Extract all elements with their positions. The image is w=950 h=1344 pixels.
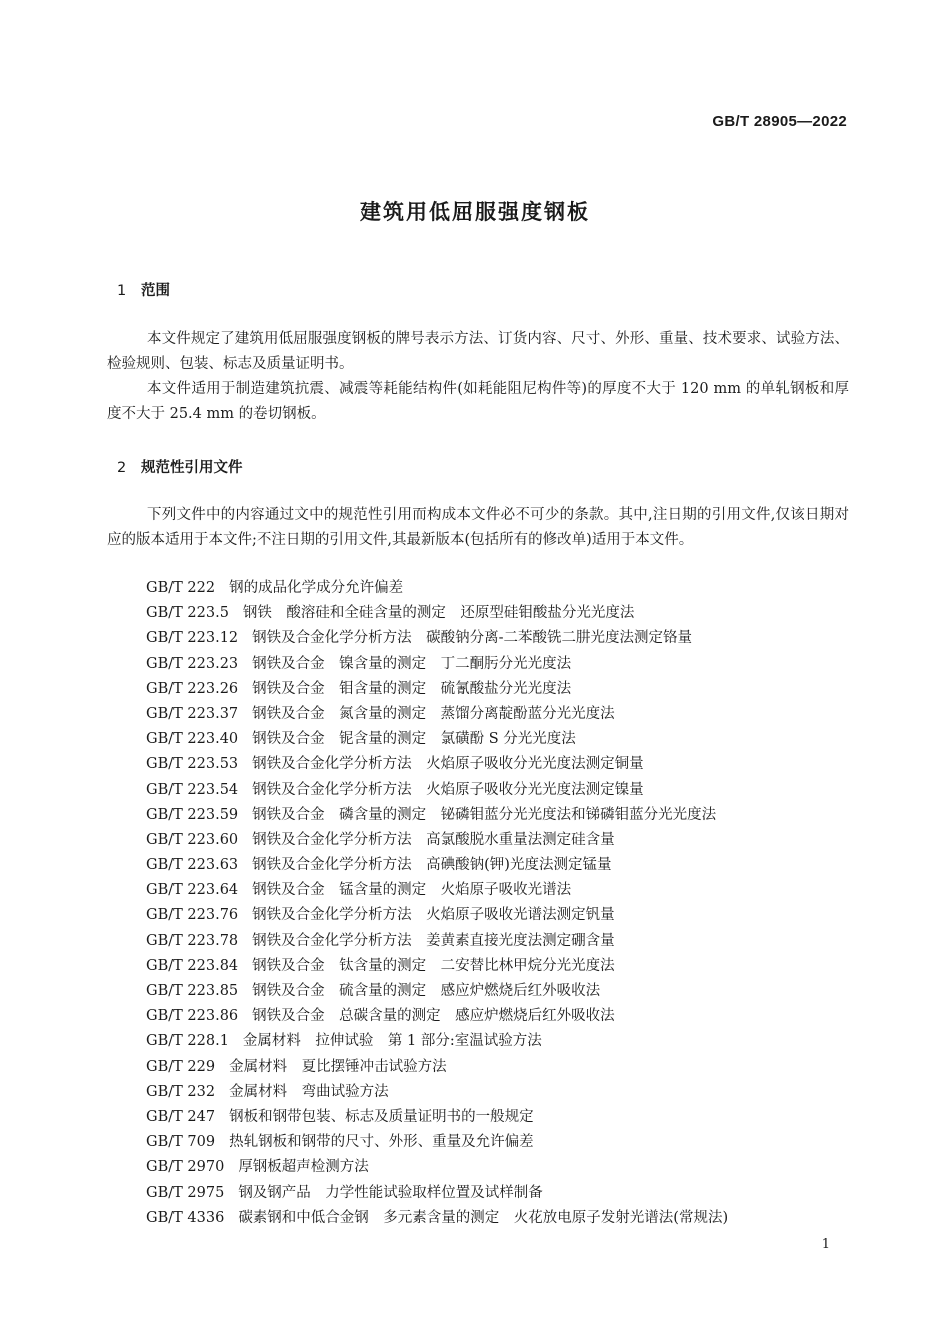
reference-title: 钢铁及合金 氮含量的测定 蒸馏分离靛酚蓝分光光度法 xyxy=(252,705,615,722)
reference-item xyxy=(146,878,846,903)
reference-item xyxy=(146,677,846,702)
reference-item xyxy=(146,929,846,954)
reference-item xyxy=(146,1155,846,1180)
reference-title: 钢铁及合金化学分析方法 火焰原子吸收分光光度法测定镍量 xyxy=(252,781,644,798)
reference-code: GB/T 223.53 xyxy=(146,756,239,773)
reference-item xyxy=(146,626,846,651)
reference-item xyxy=(146,576,846,601)
reference-title: 钢铁 酸溶硅和全硅含量的测定 还原型硅钼酸盐分光光度法 xyxy=(242,605,635,622)
reference-code: GB/T 229 xyxy=(146,1058,216,1075)
reference-code: GB/T 223.84 xyxy=(146,957,239,974)
reference-code: GB/T 223.12 xyxy=(146,630,239,647)
reference-title: 钢铁及合金化学分析方法 姜黄素直接光度法测定硼含量 xyxy=(252,932,615,949)
reference-item xyxy=(146,1029,846,1054)
reference-item xyxy=(146,1181,846,1206)
section-2-heading xyxy=(117,456,243,477)
reference-code: GB/T 223.60 xyxy=(146,831,239,848)
reference-title: 钢铁及合金 磷含量的测定 铋磷钼蓝分光光度法和锑磷钼蓝分光光度法 xyxy=(252,806,717,823)
reference-code: GB/T 223.76 xyxy=(146,907,239,924)
reference-code: GB/T 223.26 xyxy=(146,680,239,697)
reference-code: GB/T 223.37 xyxy=(146,705,239,722)
reference-item xyxy=(146,752,846,777)
reference-item xyxy=(146,652,846,677)
section-1-heading xyxy=(117,279,170,300)
reference-code: GB/T 223.78 xyxy=(146,932,239,949)
reference-code: GB/T 223.86 xyxy=(146,1008,239,1025)
reference-code: GB/T 709 xyxy=(146,1134,216,1151)
reference-item xyxy=(146,702,846,727)
reference-title: 钢铁及合金 总碳含量的测定 感应炉燃烧后红外吸收法 xyxy=(252,1008,615,1025)
reference-item xyxy=(146,803,846,828)
reference-code: GB/T 4336 xyxy=(146,1209,225,1226)
section-1-paragraph-2: 本文件适用于制造建筑抗震、减震等耗能结构件(如耗能阻尼构件等)的厚度不大于 120 mm 的单轧钢板和厚度不大于 25.4 mm 的卷切钢板。 xyxy=(107,381,849,422)
section-1-title: 范围 xyxy=(141,283,170,299)
reference-item xyxy=(146,1105,846,1130)
reference-code: GB/T 247 xyxy=(146,1108,216,1125)
reference-title: 钢铁及合金化学分析方法 火焰原子吸收光谱法测定钒量 xyxy=(252,907,615,924)
reference-code: GB/T 223.54 xyxy=(146,781,239,798)
reference-title: 金属材料 夏比摆锤冲击试验方法 xyxy=(229,1058,447,1075)
reference-title: 钢铁及合金 铌含量的测定 氯磺酚 S 分光光度法 xyxy=(252,731,576,748)
reference-code: GB/T 223.64 xyxy=(146,882,239,899)
reference-code: GB/T 223.59 xyxy=(146,806,239,823)
reference-title: 金属材料 弯曲试验方法 xyxy=(229,1083,389,1100)
page-number: 1 xyxy=(821,1237,830,1252)
reference-title: 钢铁及合金 锰含量的测定 火焰原子吸收光谱法 xyxy=(252,882,572,899)
reference-title: 钢铁及合金化学分析方法 火焰原子吸收分光光度法测定铜量 xyxy=(252,756,644,773)
standard-code: GB/T 28905—2022 xyxy=(712,113,847,130)
reference-item xyxy=(146,1130,846,1155)
reference-item xyxy=(146,954,846,979)
reference-title: 金属材料 拉伸试验 第 1 部分:室温试验方法 xyxy=(242,1033,542,1050)
reference-title: 碳素钢和中低合金钢 多元素含量的测定 火花放电原子发射光谱法(常规法) xyxy=(238,1209,729,1226)
reference-title: 钢铁及合金 硫含量的测定 感应炉燃烧后红外吸收法 xyxy=(252,983,601,999)
reference-item xyxy=(146,601,846,626)
reference-code: GB/T 2975 xyxy=(146,1184,225,1201)
reference-item xyxy=(146,853,846,878)
section-2-number: 2 xyxy=(117,460,127,476)
reference-title: 钢铁及合金化学分析方法 高氯酸脱水重量法测定硅含量 xyxy=(252,831,615,848)
reference-title: 钢铁及合金 钼含量的测定 硫氰酸盐分光光度法 xyxy=(252,680,572,697)
reference-item xyxy=(146,1004,846,1029)
section-1-paragraph-1: 本文件规定了建筑用低屈服强度钢板的牌号表示方法、订货内容、尺寸、外形、重量、技术要求、试验方法、检验规则、包装、标志及质量证明书。 xyxy=(107,331,849,372)
reference-item xyxy=(146,778,846,803)
reference-title: 钢铁及合金化学分析方法 高碘酸钠(钾)光度法测定锰量 xyxy=(252,857,612,874)
document-title: 建筑用低屈服强度钢板 xyxy=(360,200,590,224)
reference-title: 钢及钢产品 力学性能试验取样位置及试样制备 xyxy=(238,1184,543,1201)
reference-title: 钢铁及合金 镍含量的测定 丁二酮肟分光光度法 xyxy=(252,655,572,672)
reference-code: GB/T 223.23 xyxy=(146,655,239,672)
section-2-title: 规范性引用文件 xyxy=(141,460,243,476)
reference-title: 钢板和钢带包装、标志及质量证明书的一般规定 xyxy=(229,1108,534,1125)
reference-item xyxy=(146,1055,846,1080)
reference-item xyxy=(146,1080,846,1105)
reference-code: GB/T 223.5 xyxy=(146,605,229,622)
reference-title: 钢铁及合金 钛含量的测定 二安替比林甲烷分光光度法 xyxy=(252,957,615,974)
reference-item xyxy=(146,903,846,928)
reference-list xyxy=(146,576,846,1231)
reference-code: GB/T 223.85 xyxy=(146,983,239,999)
reference-title: 钢的成品化学成分允许偏差 xyxy=(229,580,404,596)
reference-code: GB/T 222 xyxy=(146,580,216,596)
reference-item xyxy=(146,727,846,752)
reference-item xyxy=(146,1206,846,1231)
reference-code: GB/T 223.63 xyxy=(146,857,239,874)
reference-title: 厚钢板超声检测方法 xyxy=(238,1159,369,1176)
section-1-number: 1 xyxy=(117,283,127,299)
reference-code: GB/T 232 xyxy=(146,1083,216,1100)
reference-code: GB/T 228.1 xyxy=(146,1033,229,1050)
reference-code: GB/T 223.40 xyxy=(146,731,239,748)
reference-item xyxy=(146,828,846,853)
reference-title: 钢铁及合金化学分析方法 碳酸钠分离-二苯酸铣二肼光度法测定铬量 xyxy=(252,630,693,647)
reference-title: 热轧钢板和钢带的尺寸、外形、重量及允许偏差 xyxy=(229,1134,534,1151)
reference-item xyxy=(146,979,846,1004)
section-2-intro: 下列文件中的内容通过文中的规范性引用而构成本文件必不可少的条款。其中,注日期的引用文件,仅该日期对应的版本适用于本文件;不注日期的引用文件,其最新版本(包括所有的修改单)适用于本文件。 xyxy=(107,507,849,548)
reference-code: GB/T 2970 xyxy=(146,1159,225,1176)
